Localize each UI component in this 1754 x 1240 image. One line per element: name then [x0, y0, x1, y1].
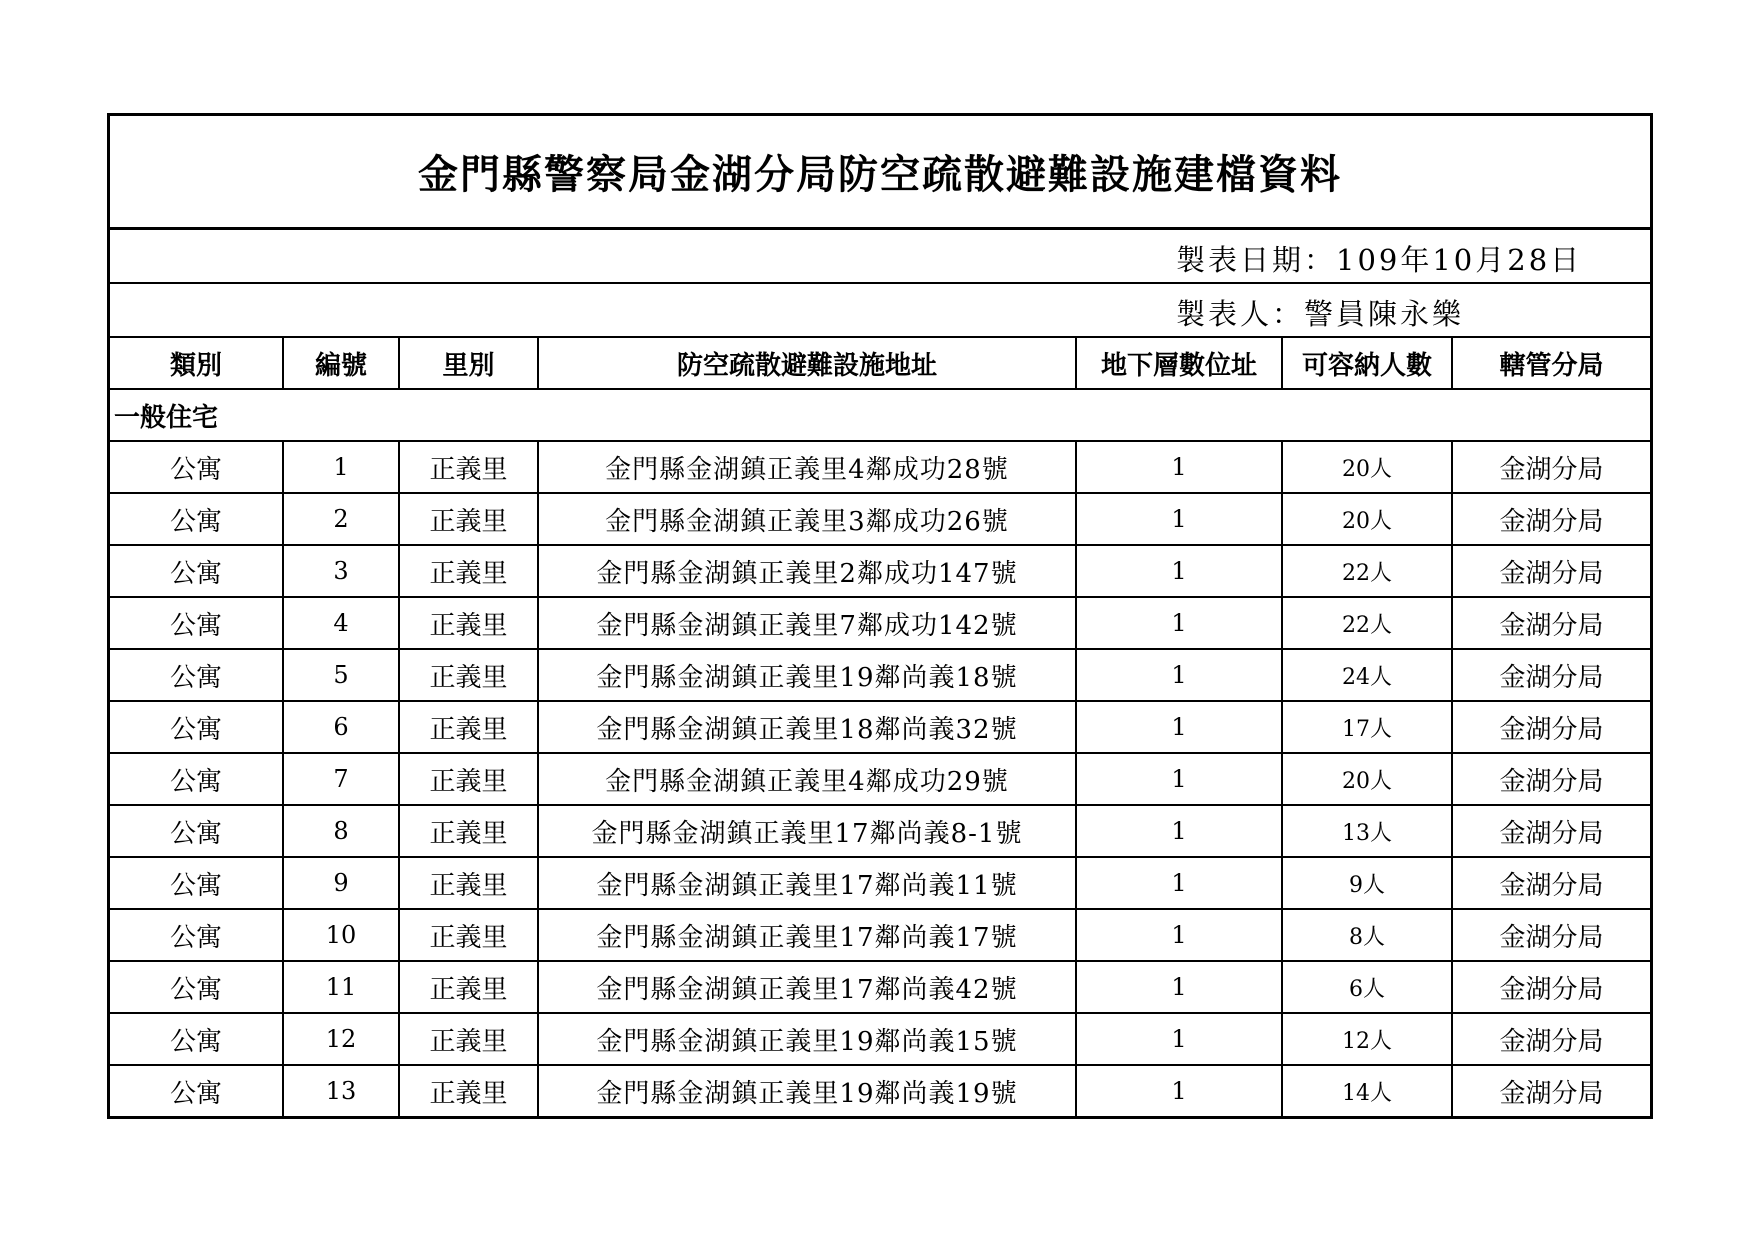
cell-address: 金門縣金湖鎮正義里19鄰尚義18號 [538, 649, 1076, 701]
cell-precinct: 金湖分局 [1452, 597, 1650, 649]
table-row [110, 961, 1650, 1013]
cell-address: 金門縣金湖鎮正義里17鄰尚義8-1號 [538, 805, 1076, 857]
col-header-category: 類別 [110, 338, 283, 389]
cell-capacity: 6人 [1282, 961, 1452, 1013]
maker-label: 製表人：警員陳永樂 [1176, 297, 1465, 331]
cell-village: 正義里 [399, 597, 538, 649]
cell-type: 公寓 [110, 753, 283, 805]
cell-address: 金門縣金湖鎮正義里17鄰尚義11號 [538, 857, 1076, 909]
cell-capacity: 17人 [1282, 701, 1452, 753]
cell-capacity: 9人 [1282, 857, 1452, 909]
col-header-number: 編號 [283, 338, 399, 389]
cell-number: 7 [283, 753, 399, 805]
cell-number: 5 [283, 649, 399, 701]
maker-row [110, 284, 1650, 338]
cell-type: 公寓 [110, 441, 283, 493]
cell-type: 公寓 [110, 805, 283, 857]
cell-village: 正義里 [399, 857, 538, 909]
cell-precinct: 金湖分局 [1452, 649, 1650, 701]
table-row [110, 649, 1650, 701]
cell-number: 4 [283, 597, 399, 649]
cell-basement-levels: 1 [1076, 597, 1282, 649]
cell-village: 正義里 [399, 493, 538, 545]
cell-type: 公寓 [110, 597, 283, 649]
category-label: 一般住宅 [110, 389, 1650, 441]
col-header-precinct: 轄管分局 [1452, 338, 1650, 389]
cell-precinct: 金湖分局 [1452, 909, 1650, 961]
cell-type: 公寓 [110, 1065, 283, 1116]
cell-basement-levels: 1 [1076, 545, 1282, 597]
table-row [110, 909, 1650, 961]
cell-village: 正義里 [399, 805, 538, 857]
cell-precinct: 金湖分局 [1452, 701, 1650, 753]
cell-village: 正義里 [399, 441, 538, 493]
header-row [110, 338, 1650, 389]
cell-address: 金門縣金湖鎮正義里17鄰尚義17號 [538, 909, 1076, 961]
cell-address: 金門縣金湖鎮正義里7鄰成功142號 [538, 597, 1076, 649]
cell-type: 公寓 [110, 493, 283, 545]
cell-type: 公寓 [110, 909, 283, 961]
cell-address: 金門縣金湖鎮正義里4鄰成功29號 [538, 753, 1076, 805]
cell-basement-levels: 1 [1076, 961, 1282, 1013]
cell-number: 10 [283, 909, 399, 961]
cell-basement-levels: 1 [1076, 909, 1282, 961]
cell-address: 金門縣金湖鎮正義里3鄰成功26號 [538, 493, 1076, 545]
cell-number: 11 [283, 961, 399, 1013]
cell-basement-levels: 1 [1076, 649, 1282, 701]
cell-capacity: 22人 [1282, 545, 1452, 597]
cell-basement-levels: 1 [1076, 753, 1282, 805]
cell-capacity: 20人 [1282, 441, 1452, 493]
col-header-basement-levels: 地下層數位址 [1076, 338, 1282, 389]
document-title: 金門縣警察局金湖分局防空疏散避難設施建檔資料 [110, 116, 1650, 230]
cell-type: 公寓 [110, 701, 283, 753]
cell-village: 正義里 [399, 961, 538, 1013]
cell-capacity: 20人 [1282, 493, 1452, 545]
cell-capacity: 24人 [1282, 649, 1452, 701]
cell-precinct: 金湖分局 [1452, 1065, 1650, 1116]
cell-precinct: 金湖分局 [1452, 493, 1650, 545]
cell-number: 3 [283, 545, 399, 597]
shelter-table [110, 338, 1650, 1116]
cell-number: 9 [283, 857, 399, 909]
cell-number: 2 [283, 493, 399, 545]
cell-number: 8 [283, 805, 399, 857]
cell-precinct: 金湖分局 [1452, 961, 1650, 1013]
table-row [110, 701, 1650, 753]
cell-capacity: 20人 [1282, 753, 1452, 805]
table-row [110, 597, 1650, 649]
cell-precinct: 金湖分局 [1452, 753, 1650, 805]
cell-village: 正義里 [399, 649, 538, 701]
cell-number: 6 [283, 701, 399, 753]
cell-capacity: 13人 [1282, 805, 1452, 857]
cell-type: 公寓 [110, 649, 283, 701]
cell-capacity: 22人 [1282, 597, 1452, 649]
table-row [110, 805, 1650, 857]
date-label: 製表日期：109年10月28日 [1176, 243, 1583, 277]
cell-address: 金門縣金湖鎮正義里2鄰成功147號 [538, 545, 1076, 597]
cell-address: 金門縣金湖鎮正義里4鄰成功28號 [538, 441, 1076, 493]
table-row [110, 857, 1650, 909]
cell-village: 正義里 [399, 1065, 538, 1116]
cell-address: 金門縣金湖鎮正義里17鄰尚義42號 [538, 961, 1076, 1013]
cell-basement-levels: 1 [1076, 441, 1282, 493]
cell-type: 公寓 [110, 961, 283, 1013]
cell-village: 正義里 [399, 909, 538, 961]
cell-precinct: 金湖分局 [1452, 1013, 1650, 1065]
cell-type: 公寓 [110, 857, 283, 909]
cell-basement-levels: 1 [1076, 805, 1282, 857]
table-row [110, 545, 1650, 597]
cell-address: 金門縣金湖鎮正義里19鄰尚義15號 [538, 1013, 1076, 1065]
col-header-capacity: 可容納人數 [1282, 338, 1452, 389]
cell-village: 正義里 [399, 701, 538, 753]
cell-basement-levels: 1 [1076, 1065, 1282, 1116]
cell-basement-levels: 1 [1076, 857, 1282, 909]
cell-precinct: 金湖分局 [1452, 857, 1650, 909]
shelter-registry-sheet [107, 113, 1653, 1119]
cell-basement-levels: 1 [1076, 701, 1282, 753]
cell-basement-levels: 1 [1076, 1013, 1282, 1065]
cell-village: 正義里 [399, 545, 538, 597]
table-row [110, 441, 1650, 493]
category-row [110, 389, 1650, 441]
cell-capacity: 14人 [1282, 1065, 1452, 1116]
cell-number: 1 [283, 441, 399, 493]
table-row [110, 1065, 1650, 1116]
table-row [110, 753, 1650, 805]
col-header-village: 里別 [399, 338, 538, 389]
cell-basement-levels: 1 [1076, 493, 1282, 545]
cell-precinct: 金湖分局 [1452, 545, 1650, 597]
cell-capacity: 12人 [1282, 1013, 1452, 1065]
cell-type: 公寓 [110, 545, 283, 597]
cell-precinct: 金湖分局 [1452, 441, 1650, 493]
col-header-address: 防空疏散避難設施地址 [538, 338, 1076, 389]
date-row [110, 230, 1650, 284]
table-row [110, 493, 1650, 545]
cell-address: 金門縣金湖鎮正義里18鄰尚義32號 [538, 701, 1076, 753]
cell-village: 正義里 [399, 753, 538, 805]
cell-number: 12 [283, 1013, 399, 1065]
cell-capacity: 8人 [1282, 909, 1452, 961]
cell-precinct: 金湖分局 [1452, 805, 1650, 857]
table-row [110, 1013, 1650, 1065]
cell-village: 正義里 [399, 1013, 538, 1065]
cell-address: 金門縣金湖鎮正義里19鄰尚義19號 [538, 1065, 1076, 1116]
cell-type: 公寓 [110, 1013, 283, 1065]
cell-number: 13 [283, 1065, 399, 1116]
